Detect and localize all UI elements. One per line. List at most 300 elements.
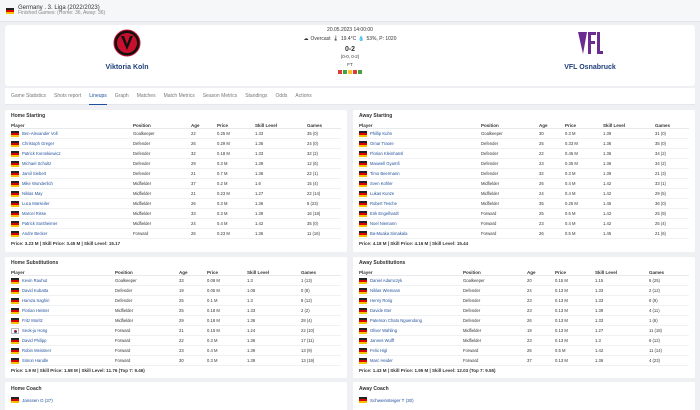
cell-position: Defender [133, 171, 151, 176]
cell-skill: 1.06 [247, 288, 256, 293]
table-header [11, 269, 341, 276]
cell-age: 23 [539, 161, 544, 166]
column-header-skill[interactable]: Skill Level [603, 122, 626, 128]
player-name-link[interactable]: Niklas Wiemann [370, 288, 401, 293]
player-cell[interactable] [11, 278, 115, 284]
player-name-link[interactable]: Ben-Alexander Voll [22, 131, 58, 136]
cell-price: 0.3 M [207, 358, 218, 363]
cell-games: 25 (4) [655, 221, 666, 226]
cell-price: 0.18 M [207, 318, 220, 323]
cell-skill: 1.39 [603, 171, 612, 176]
player-name-link[interactable]: Oliver Wahling [370, 328, 398, 333]
home-substitutions-panel [5, 257, 347, 378]
cell-price: 0.4 M [565, 191, 576, 196]
tab-actions[interactable]: Actions [295, 92, 312, 99]
table-row[interactable] [11, 356, 341, 366]
cell-price: 0.3 M [565, 171, 576, 176]
away-team[interactable] [525, 29, 655, 71]
cell-position: Defender [115, 298, 133, 303]
table-row[interactable] [11, 336, 341, 346]
player-name-link[interactable]: Mike Wunderlich [22, 181, 53, 186]
player-name-link[interactable]: Phillip Kuhn [370, 131, 393, 136]
germany-flag-icon [11, 181, 19, 187]
germany-flag-icon [11, 397, 19, 403]
table-row[interactable] [359, 229, 689, 239]
germany-flag-icon [359, 338, 367, 344]
table-row[interactable] [11, 346, 341, 356]
cell-position: Midfielder [115, 308, 134, 313]
cell-position: Defender [115, 288, 133, 293]
column-header-player[interactable]: Player [359, 122, 373, 128]
table-row[interactable] [11, 139, 341, 149]
player-cell[interactable] [359, 338, 463, 344]
tab-shots-report[interactable]: Shots report [54, 92, 82, 99]
away-starting-panel [353, 110, 695, 252]
player-cell[interactable] [11, 191, 133, 197]
cell-price: 0.23 M [217, 231, 230, 236]
cell-age: 23 [527, 338, 532, 343]
cell-games: 4 (11) [649, 308, 660, 313]
player-name-link[interactable]: David Kubatta [22, 288, 49, 293]
column-header-player[interactable]: Player [359, 269, 373, 275]
cell-price: 0.3 M [217, 161, 228, 166]
tab-standings[interactable]: Standings [245, 92, 268, 99]
cell-position: Defender [463, 298, 481, 303]
player-cell[interactable] [11, 308, 115, 314]
player-name-link[interactable]: Fritz Moritz [22, 318, 43, 323]
tab-game-statistics[interactable]: Game Statistics [11, 92, 47, 99]
cell-skill: 1.36 [603, 141, 612, 146]
table-row[interactable] [359, 159, 689, 169]
odds-indicator-icon [353, 70, 357, 74]
germany-flag-icon [11, 221, 19, 227]
cell-games: 21 (6) [655, 231, 666, 236]
cell-skill: 1.36 [255, 231, 264, 236]
player-name-link[interactable]: Patrick Koronkiewicz [22, 151, 61, 156]
odds-indicator-icon [338, 70, 342, 74]
cell-skill: 1.27 [595, 328, 604, 333]
player-cell[interactable] [11, 131, 133, 137]
table-row[interactable] [359, 306, 689, 316]
player-name-link[interactable]: Simon Handle [22, 358, 49, 363]
player-cell[interactable] [359, 308, 463, 314]
player-cell[interactable] [11, 181, 133, 187]
tab-odds[interactable]: Odds [275, 92, 288, 99]
away-coach-panel [353, 382, 695, 410]
germany-flag-icon [11, 161, 19, 167]
table-row[interactable] [359, 139, 689, 149]
cell-games: 21 (3) [655, 171, 666, 176]
table-row[interactable] [359, 209, 689, 219]
table-row[interactable] [359, 169, 689, 179]
cell-price: 0.13 M [555, 308, 568, 313]
cell-games: 11 (18) [649, 328, 662, 333]
player-name-link[interactable]: Noel Niemann [370, 221, 397, 226]
cell-age: 25 [539, 141, 544, 146]
cell-skill: 1.33 [595, 318, 604, 323]
league-title[interactable]: Germany . 3. Liga (2022/2023) [18, 4, 100, 11]
player-name-link[interactable]: Niklas May [22, 191, 43, 196]
player-cell[interactable] [11, 318, 115, 324]
column-header-position[interactable]: Position [133, 122, 151, 128]
player-name-link[interactable]: Kevin Rauhut [22, 278, 48, 283]
germany-flag-icon [359, 161, 367, 167]
league-header [0, 0, 700, 22]
table-row[interactable] [11, 326, 341, 336]
player-cell[interactable] [11, 211, 133, 217]
table-row[interactable] [11, 169, 341, 179]
table-row[interactable] [359, 286, 689, 296]
cell-position: Midfielder [133, 191, 152, 196]
column-header-player[interactable]: Player [11, 269, 25, 275]
player-name-link[interactable]: Marcel Risse [22, 211, 47, 216]
player-name-link[interactable]: Felix Higl [370, 348, 388, 353]
cell-position: Defender [481, 171, 499, 176]
cell-age: 25 [539, 211, 544, 216]
home-coach-panel [5, 382, 347, 410]
table-row[interactable] [11, 276, 341, 286]
column-header-age[interactable]: Age [191, 122, 200, 128]
player-cell[interactable] [359, 181, 481, 187]
cell-age: 26 [191, 201, 196, 206]
player-cell[interactable] [11, 288, 115, 294]
home-team-name: Viktoria Koln [105, 64, 149, 71]
player-cell[interactable] [359, 288, 463, 294]
tab-matches[interactable]: Matches [136, 92, 156, 99]
cell-price: 0.3 M [217, 201, 228, 206]
player-name-link[interactable]: Sven Kohler [370, 181, 393, 186]
player-name-link[interactable]: Marc Heider [370, 358, 393, 363]
cell-games: 32 (2) [307, 151, 318, 156]
column-header-age[interactable]: Age [539, 122, 548, 128]
germany-flag-icon [11, 151, 19, 157]
cell-games: 6 (25) [649, 278, 660, 283]
cell-price: 0.35 M [565, 161, 578, 166]
match-center [275, 27, 425, 74]
table-row[interactable] [359, 296, 689, 306]
cell-games: 25 (9) [655, 211, 666, 216]
cell-games: 22 (1) [307, 171, 318, 176]
player-name-link[interactable]: Ba-Muaka Simakala [370, 231, 408, 236]
home-starting-title: Home Starting [11, 113, 46, 119]
cell-skill: 1.36 [603, 151, 612, 156]
cell-skill: 1.15 [595, 278, 604, 283]
table-row[interactable] [359, 149, 689, 159]
cell-position: Midfielder [463, 328, 482, 333]
column-header-price[interactable]: Price [565, 122, 577, 128]
table-row[interactable] [359, 219, 689, 229]
germany-flag-icon [359, 328, 367, 334]
weather-text: Overcast [310, 36, 331, 42]
player-name-link[interactable]: Timo Beermann [370, 171, 400, 176]
tab-bar [5, 88, 695, 105]
home-coach-title: Home Coach [11, 386, 42, 392]
player-cell[interactable] [359, 161, 481, 167]
table-row[interactable] [11, 229, 341, 239]
player-name-link[interactable]: Michael Schultz [22, 161, 52, 166]
cell-position: Midfielder [481, 181, 500, 186]
cell-age: 24 [539, 191, 544, 196]
home-coach-name[interactable]: Janssen O (37) [22, 397, 53, 403]
tab-season-metrics[interactable]: Season Metrics [202, 92, 238, 99]
germany-flag-icon [11, 171, 19, 177]
table-row[interactable] [11, 159, 341, 169]
cell-skill: 1.3 [247, 298, 253, 303]
column-header-age[interactable]: Age [179, 269, 188, 275]
cell-games: 4 (23) [649, 358, 660, 363]
column-header-position[interactable]: Position [115, 269, 133, 275]
player-name-link[interactable]: David Philipp [22, 338, 47, 343]
cell-age: 26 [527, 348, 532, 353]
germany-flag-icon [359, 211, 367, 217]
player-name-link[interactable]: Maxwell Gyamfi [370, 161, 400, 166]
cell-position: Defender [133, 141, 151, 146]
table-row[interactable] [359, 316, 689, 326]
table-row[interactable] [359, 189, 689, 199]
table-row[interactable] [359, 326, 689, 336]
table-row[interactable] [11, 306, 341, 316]
home-team[interactable] [62, 29, 192, 71]
column-header-skill[interactable]: Skill Level [247, 269, 270, 275]
home-starting-panel [5, 110, 347, 252]
odds-indicators [275, 70, 425, 74]
cell-games: 11 (14) [649, 348, 662, 353]
player-name-link[interactable]: Lukas Kunze [370, 191, 395, 196]
tab-graph[interactable]: Graph [114, 92, 129, 99]
player-cell[interactable] [359, 141, 481, 147]
table-row[interactable] [11, 129, 341, 139]
away-starting-title: Away Starting [359, 113, 393, 119]
player-cell[interactable] [359, 221, 481, 227]
column-header-skill[interactable]: Skill Level [255, 122, 278, 128]
table-row[interactable] [11, 199, 341, 209]
player-cell[interactable] [359, 298, 463, 304]
germany-flag-icon [359, 231, 367, 237]
cell-position: Defender [133, 161, 151, 166]
tab-match-metrics[interactable]: Match Metrics [163, 92, 195, 99]
column-header-price[interactable]: Price [555, 269, 567, 275]
player-cell[interactable] [11, 161, 133, 167]
player-cell[interactable] [11, 358, 115, 364]
humidity-icon: 💧 [358, 36, 365, 42]
table-row[interactable] [11, 149, 341, 159]
cell-price: 0.4 M [207, 348, 218, 353]
match-datetime: 20.05.2023 14:00:00 [327, 27, 373, 33]
germany-flag-icon [11, 338, 19, 344]
cell-position: Goalkeeper [481, 131, 503, 136]
table-row[interactable] [11, 219, 341, 229]
cell-price: 0.13 M [555, 318, 568, 323]
cell-age: 21 [191, 171, 196, 176]
odds-indicator-icon [348, 70, 352, 74]
player-cell[interactable] [11, 338, 115, 344]
player-cell[interactable] [359, 348, 463, 354]
cloud-icon: ☁ [303, 36, 309, 42]
cell-skill: 1.36 [603, 161, 612, 166]
cell-price: 0.3 M [565, 131, 576, 136]
column-header-games[interactable]: Games [301, 269, 317, 275]
table-row[interactable] [359, 336, 689, 346]
cell-games: 13 (19) [301, 358, 315, 363]
germany-flag-icon [11, 211, 19, 217]
germany-flag-icon [359, 348, 367, 354]
away-coach[interactable] [359, 397, 689, 403]
cell-skill: 1.42 [595, 348, 604, 353]
cell-position: Forward [115, 348, 131, 353]
table-row[interactable] [359, 129, 689, 139]
match-score: 0-2 [344, 46, 356, 53]
halftime-score: (0-0, 0-2) [340, 54, 360, 59]
player-name-link[interactable]: Andre Becker [22, 231, 48, 236]
player-cell[interactable] [359, 171, 481, 177]
player-cell[interactable] [359, 131, 481, 137]
cell-position: Defender [133, 151, 151, 156]
germany-flag-icon [359, 131, 367, 137]
player-name-link[interactable]: Luca Marseiler [22, 201, 50, 206]
cell-position: Midfielder [463, 338, 482, 343]
cell-position: Defender [463, 288, 481, 293]
cell-skill: 1.39 [247, 358, 256, 363]
player-name-link[interactable]: Florian Kleinhansl [370, 151, 404, 156]
cell-price: 0.13 M [555, 358, 568, 363]
table-row[interactable] [359, 276, 689, 286]
column-header-games[interactable]: Games [655, 122, 671, 128]
germany-flag-icon [11, 231, 19, 237]
away-coach-name[interactable]: Schweinsteiger T (30) [370, 397, 414, 403]
away-subs-title: Away Substitutions [359, 260, 406, 266]
germany-flag-icon [11, 318, 19, 324]
cell-age: 32 [191, 151, 196, 156]
player-cell[interactable] [11, 221, 133, 227]
cell-games: 28 (4) [301, 318, 312, 323]
player-name-link[interactable]: Omar Traore [370, 141, 394, 146]
tab-lineups[interactable]: Lineups [89, 88, 107, 105]
table-row[interactable] [359, 356, 689, 366]
cell-position: Goalkeeper [463, 278, 485, 283]
player-cell[interactable] [11, 328, 115, 334]
cell-skill: 1.36 [255, 201, 264, 206]
table-row[interactable] [11, 209, 341, 219]
germany-flag-icon [359, 278, 367, 284]
germany-flag-icon [359, 288, 367, 294]
player-name-link[interactable]: Seok-ju Hong [22, 328, 48, 333]
cell-price: 0.5 M [555, 348, 566, 353]
away-team-name: VFL Osnabruck [564, 64, 616, 71]
cell-age: 23 [539, 221, 544, 226]
column-header-position[interactable]: Position [463, 269, 481, 275]
table-row[interactable] [359, 199, 689, 209]
column-header-player[interactable]: Player [11, 122, 25, 128]
cell-price: 0.7 M [217, 171, 228, 176]
player-name-link[interactable]: Patrick Sontheimer [22, 221, 58, 226]
cell-position: Goalkeeper [133, 131, 155, 136]
cell-position: Defender [481, 151, 499, 156]
player-cell[interactable] [11, 231, 133, 237]
player-cell[interactable] [11, 151, 133, 157]
player-cell[interactable] [359, 191, 481, 197]
cell-position: Forward [463, 348, 479, 353]
cell-price: 0.4 M [565, 221, 576, 226]
column-header-price[interactable]: Price [207, 269, 219, 275]
player-cell[interactable] [359, 231, 481, 237]
player-name-link[interactable]: Daniel Adamczyk [370, 278, 403, 283]
column-header-age[interactable]: Age [527, 269, 536, 275]
table-row[interactable] [11, 286, 341, 296]
player-cell[interactable] [11, 201, 133, 207]
cell-games: 11 (16) [307, 231, 320, 236]
player-name-link[interactable]: Christoph Greger [22, 141, 55, 146]
cell-position: Midfielder [133, 201, 152, 206]
player-name-link[interactable]: Robin Meissner [22, 348, 52, 353]
cell-age: 26 [539, 231, 544, 236]
table-row[interactable] [359, 346, 689, 356]
cell-price: 0.29 M [217, 141, 230, 146]
cell-skill: 1.36 [255, 141, 264, 146]
player-name-link[interactable]: Erik Engelhardt [370, 211, 399, 216]
cell-age: 22 [539, 151, 544, 156]
cell-skill: 1.6 [255, 181, 261, 186]
player-name-link[interactable]: Jamil Siebert [22, 171, 47, 176]
player-cell[interactable] [359, 318, 463, 324]
player-cell[interactable] [11, 348, 115, 354]
cell-position: Defender [481, 141, 499, 146]
germany-flag-icon [359, 151, 367, 157]
cell-games: 8 (12) [301, 298, 312, 303]
player-name-link[interactable]: Florian Heister [22, 308, 50, 313]
player-name-link[interactable]: Jannes Wulff [370, 338, 395, 343]
column-header-position[interactable]: Position [481, 122, 499, 128]
player-name-link[interactable]: Henry Rorig [370, 298, 393, 303]
column-header-games[interactable]: Games [649, 269, 665, 275]
column-header-skill[interactable]: Skill Level [595, 269, 618, 275]
cell-age: 19 [179, 288, 184, 293]
player-name-link[interactable]: Robert Tesche [370, 201, 397, 206]
player-cell[interactable] [359, 151, 481, 157]
player-cell[interactable] [359, 278, 463, 284]
player-name-link[interactable]: Hamza Saghiri [22, 298, 50, 303]
player-cell[interactable] [11, 298, 115, 304]
player-name-link[interactable]: Paterson Chato Nguendong [370, 318, 422, 323]
table-row[interactable] [11, 316, 341, 326]
player-cell[interactable] [359, 328, 463, 334]
player-cell[interactable] [359, 211, 481, 217]
table-row[interactable] [11, 179, 341, 189]
player-cell[interactable] [359, 201, 481, 207]
cell-price: 0.13 M [555, 298, 568, 303]
column-header-price[interactable]: Price [217, 122, 229, 128]
table-row[interactable] [11, 189, 341, 199]
cell-price: 0.4 M [565, 181, 576, 186]
cell-price: 0.18 M [217, 151, 230, 156]
cell-position: Forward [115, 328, 131, 333]
player-cell[interactable] [11, 171, 133, 177]
table-row[interactable] [359, 179, 689, 189]
cell-skill: 1.45 [603, 201, 612, 206]
cell-age: 30 [539, 131, 544, 136]
column-header-games[interactable]: Games [307, 122, 323, 128]
cell-age: 21 [191, 191, 196, 196]
cell-price: 0.15 M [207, 328, 220, 333]
table-row[interactable] [11, 296, 341, 306]
cell-age: 37 [191, 181, 196, 186]
player-name-link[interactable]: Davide Itter [370, 308, 392, 313]
player-cell[interactable] [11, 141, 133, 147]
cell-skill: 1.33 [247, 308, 256, 313]
germany-flag-icon [359, 171, 367, 177]
player-cell[interactable] [359, 358, 463, 364]
germany-flag-icon [11, 308, 19, 314]
home-coach[interactable] [11, 397, 341, 403]
